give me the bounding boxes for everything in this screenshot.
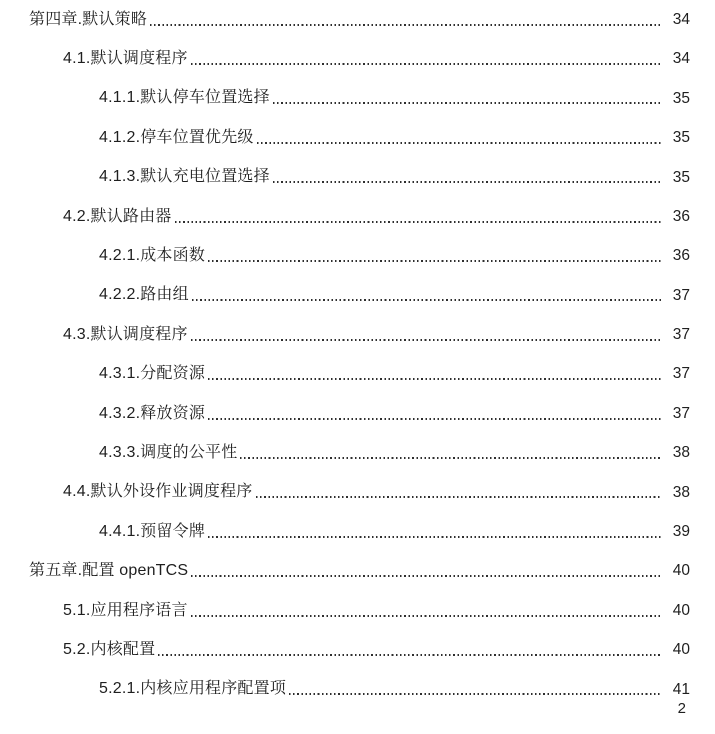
toc-entry[interactable] [29, 236, 690, 275]
footer-page-number: 2 [677, 700, 686, 717]
toc-entry[interactable] [29, 630, 690, 669]
toc-entry-page: 39 [672, 523, 690, 541]
toc-entry[interactable] [29, 79, 690, 118]
toc-entry-title: 4.3.2.释放资源 [99, 404, 206, 422]
dot-leader [158, 654, 662, 656]
toc-entry-title: 4.1.1.默认停车位置选择 [99, 89, 270, 107]
toc-entry-page: 37 [672, 286, 690, 304]
toc-entry-page: 35 [672, 89, 690, 107]
toc-entry[interactable] [29, 473, 690, 512]
toc-entry-page: 38 [672, 444, 690, 462]
toc-entry-page: 38 [672, 483, 690, 501]
dot-leader [208, 260, 662, 262]
dot-leader [273, 102, 662, 104]
dot-leader [191, 615, 662, 617]
dot-leader [256, 496, 663, 498]
toc-entry-title: 4.3.默认调度程序 [63, 325, 188, 343]
toc-entry-page: 37 [672, 326, 690, 344]
toc-entry-page: 40 [672, 641, 690, 659]
toc-entry-page: 34 [672, 10, 690, 28]
toc-entry-title: 4.1.默认调度程序 [63, 50, 188, 68]
dot-leader [208, 536, 662, 538]
toc-entry-title: 4.1.2.停车位置优先级 [99, 128, 254, 146]
toc-entry[interactable] [29, 355, 690, 394]
toc-entry-title: 4.4.1.预留令牌 [99, 522, 206, 540]
toc-entry-title: 4.3.1.分配资源 [99, 365, 206, 383]
toc-entry[interactable] [29, 551, 690, 590]
dot-leader [191, 575, 662, 577]
toc-entry-title: 第四章.默认策略 [29, 10, 148, 28]
dot-leader [191, 339, 662, 341]
toc-entry[interactable] [29, 394, 690, 433]
toc-entry-page: 36 [672, 207, 690, 225]
dot-leader [240, 457, 662, 459]
dot-leader [191, 63, 662, 65]
toc-entry[interactable] [29, 670, 690, 709]
toc-entry-page: 41 [672, 680, 690, 698]
toc-entry[interactable] [29, 118, 690, 157]
toc-entry-page: 35 [672, 168, 690, 186]
toc-entry[interactable] [29, 433, 690, 472]
toc-entry-title: 第五章.配置 openTCS [29, 562, 189, 580]
toc-entry[interactable] [29, 197, 690, 236]
toc-entry[interactable] [29, 276, 690, 315]
toc-entry-page: 34 [672, 50, 690, 68]
toc-entry-page: 35 [672, 129, 690, 147]
dot-leader [175, 221, 663, 223]
dot-leader [208, 378, 662, 380]
toc-entry[interactable] [29, 0, 690, 39]
toc-entry[interactable] [29, 39, 690, 78]
toc-entry[interactable] [29, 512, 690, 551]
toc-entry-page: 40 [672, 601, 690, 619]
toc-entry-title: 5.2.1.内核应用程序配置项 [99, 680, 287, 698]
toc-entry-page: 37 [672, 365, 690, 383]
dot-leader [150, 24, 662, 26]
toc-entry-title: 4.4.默认外设作业调度程序 [63, 483, 253, 501]
toc-entry-title: 4.3.3.调度的公平性 [99, 443, 238, 461]
dot-leader [208, 418, 662, 420]
toc-entry-page: 37 [672, 404, 690, 422]
dot-leader [257, 142, 662, 144]
toc-entry-title: 4.1.3.默认充电位置选择 [99, 168, 270, 186]
toc-entry-title: 5.1.应用程序语言 [63, 601, 188, 619]
dot-leader [273, 181, 662, 183]
dot-leader [192, 299, 662, 301]
toc-entry-title: 4.2.默认路由器 [63, 207, 172, 225]
toc-entry[interactable] [29, 315, 690, 354]
toc-entry[interactable] [29, 591, 690, 630]
toc-entry-title: 4.2.2.路由组 [99, 286, 189, 304]
toc-entry-title: 5.2.内核配置 [63, 640, 156, 658]
toc-entry-page: 40 [672, 562, 690, 580]
toc-entry-title: 4.2.1.成本函数 [99, 247, 206, 265]
toc-entry-page: 36 [672, 247, 690, 265]
dot-leader [289, 693, 662, 695]
toc-entry[interactable] [29, 158, 690, 197]
